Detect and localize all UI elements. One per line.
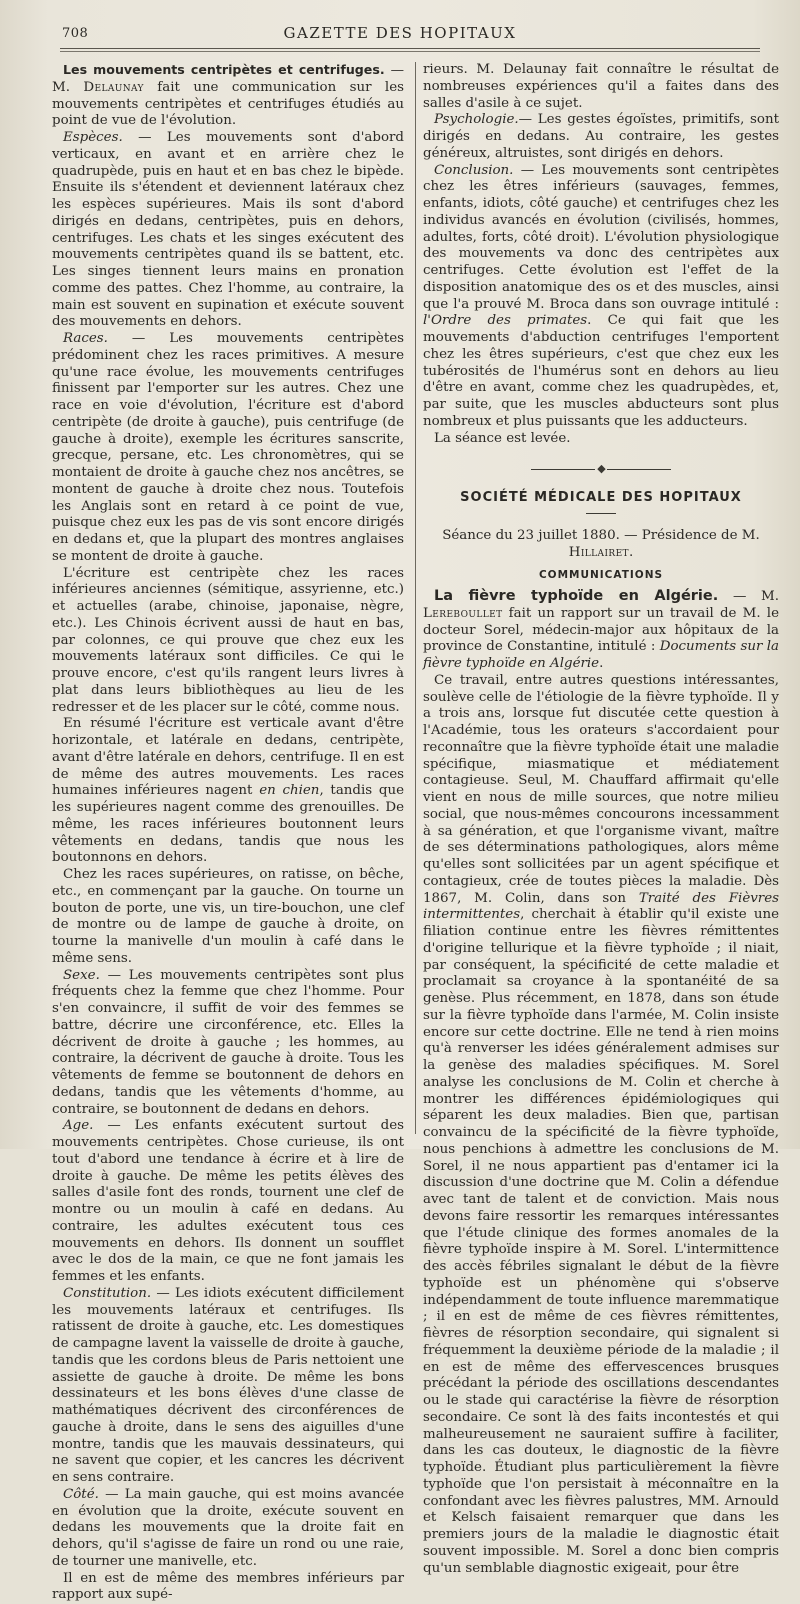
paragraph-continuation: rieurs. M. Delaunay fait connaître le résultat de nombreuses expériences qu'il a faites dans des salles d'asile à ce sujet. (423, 62, 779, 112)
paragraph-sexe: Sexe. — Les mouvements centripètes sont plus fréquents chez la femme que chez l'homme. Pour s'en convaincre, il suffit de voir des femmes se battre, décrire une circonférence, etc. Elles la décrivent de droite à gauche ; les hommes, au contraire, la décrivent de gauche à droite. Tous les vêtements de femme se boutonnent de dehors en dedans, tandis que les vêtements d'homme, au contraire, se boutonnent de dedans en dehors. (52, 968, 404, 1119)
section-rule (586, 513, 616, 514)
column-divider (415, 62, 416, 1134)
page-number: 708 (62, 26, 88, 41)
right-column (423, 62, 779, 1577)
paragraph-constitution: Constitution. — Les idiots exécutent difficilement les mouvements latéraux et centrifuges. Ils ratissent de droite à gauche, etc. Les domestiques de campagne lavent la vaisselle de droite à gauche, tandis que les cordons bleus de Paris nettoient une assiette de gauche à droite. De même les bons dessinateurs et les bons élèves d'une classe de mathématiques décrivent des circonférences de gauche à droite, dans le sens des aiguilles d'une montre, tandis que les mauvais dessinateurs, qui ne savent que copier, et les cancres les décrivent en sens contraire. (52, 1286, 404, 1487)
keyword-especes: Espèces. (63, 130, 123, 145)
author-name: Delaunay (83, 80, 144, 95)
section-heading: SOCIÉTÉ MÉDICALE DES HOPITAUX (423, 490, 779, 507)
keyword-conclusion: Conclusion. (434, 163, 513, 178)
paragraph-psychologie: Psychologie.— Les gestes égoïstes, primitifs, sont dirigés en dedans. Au contraire, les gestes généreux, altruistes, sont dirigés en dehors. (423, 112, 779, 162)
header-rule (60, 48, 760, 49)
keyword-sexe: Sexe. (63, 968, 100, 983)
paragraph-membres: Il en est de même des membres inférieurs par rapport aux supé- (52, 1571, 404, 1604)
page-header (0, 20, 800, 50)
paragraph-cote: Côté. — La main gauche, qui est moins avancée en évolution que la droite, exécute souvent en dedans les mouvements que la droite fait en dehors, qu'il s'agisse de faire un rond ou une raie, de tourner une manivelle, etc. (52, 1487, 404, 1571)
keyword-age: Age. (63, 1118, 93, 1133)
rapporteur-name: Lereboullet (423, 606, 502, 621)
section-ornament: ◆ (423, 461, 779, 478)
paragraph-fievre-typhoide-intro: La fièvre typhoïde en Algérie. — M. Lereboullet fait un rapport sur un travail de M. le docteur Sorel, médecin-major aux hôpitaux de la province de Constantine, intitulé : Documents sur la fièvre typhoïde en Algérie. (423, 588, 779, 673)
president-name: Hillairet (569, 545, 629, 560)
left-column (52, 62, 404, 1604)
paragraph-especes: Espèces. — Les mouvements sont d'abord verticaux, en avant et en arrière chez le quadrupède, puis en haut et en bas chez le bipède. Ensuite ils s'étendent et deviennent latéraux chez les espèces supérieures. Mais ils sont d'abord dirigés en dedans, centripètes, puis en dehors, centrifuges. Les chats et les singes exécutent des mouvements centripètes quand ils se battent, etc. Les singes tiennent leurs mains en pronation comme des pattes. Chez l'homme, au contraire, la main est souvent en supination et exécute souvent des mouvements en dehors. (52, 130, 404, 331)
communications-heading: COMMUNICATIONS (423, 567, 779, 584)
paragraph-races-superieures: Chez les races supérieures, on ratisse, on bêche, etc., en commençant par la gauche. On tourne un bouton de porte, une vis, un tire-bouchon, une clef de montre ou de lampe de gauche à droite, on tourne la manivelle d'un moulin à café dans le même sens. (52, 867, 404, 968)
keyword-cote: Côté. (63, 1487, 99, 1502)
paragraph-conclusion: Conclusion. — Les mouvements sont centripètes chez les êtres inférieurs (sauvages, femmes, enfants, idiots, côté gauche) et centrifuges chez les individus avancés en évolution (civilisés, hommes, adultes, forts, côté droit). L'évolution physiologique des mouvements va donc des centripètes aux centrifuges. Cette évolution est l'effet de la disposition anatomique des os et des muscles, ainsi que l'a prouvé M. Broca dans son ouvrage intitulé : l'Ordre des primates. Ce qui fait que les mouvements d'abduction centrifuges l'emportent chez les êtres supérieurs, c'est que chez eux les tubérosités de l'humérus sont en dehors au lieu d'être en avant, comme chez les quadrupèdes, et, par suite, que les muscles abducteurs sont plus nombreux et plus puissants que les adducteurs. (423, 163, 779, 431)
paragraph-ecriture: L'écriture est centripète chez les races inférieures anciennes (sémitique, assyrienne, etc.) et actuelles (arabe, chinoise, japonaise, nègre, etc.). Les Chinois écrivent aussi de haut en bas, par colonnes, ce qui prouve que chez eux les mouvements latéraux sont difficiles. Ce qui le prouve encore, c'est qu'ils rangent leurs livres à plat dans leurs bibliothèques au lieu de les redresser et de les placer sur le côté, comme nous. (52, 566, 404, 717)
paragraph-races: Races. — Les mouvements centripètes prédominent chez les races primitives. A mesure qu'une race évolue, les mouvements centrifuges finissent par l'emporter sur les autres. Chez une race en voie d'évolution, l'écriture est d'abord centripète (de droite à gauche), puis centrifuge (de gauche à droite), exemple les écritures sanscrite, grecque, persane, etc. Les chronomètres, qui se montaient de droite à gauche chez nos ancêtres, se montent de gauche à droite chez nous. Toutefois les Anglais sont en retard à ce point de vue, puisque chez eux les pas de vis sont encore dirigés en dedans et, que la plupart des montres anglaises se montent de droite à gauche. (52, 331, 404, 566)
paragraph-age: Age. — Les enfants exécutent surtout des mouvements centripètes. Chose curieuse, ils ont tout d'abord une tendance à écrire et à lire de droite à gauche. De même les petits élèves des salles d'asile font des ronds, tournent une clef de montre ou un moulin à café en dedans. Au contraire, les adultes exécutent tous ces mouvements en dehors. Ils donnent un soufflet avec le dos de la main, ce que ne font jamais les femmes et les enfants. (52, 1118, 404, 1286)
paragraph-seance-levee: La séance est levée. (423, 431, 779, 448)
paragraph-resume: En résumé l'écriture est verticale avant d'être horizontale, et latérale en dedans, centripète, avant d'être latérale en dehors, centrifuge. Il en est de même des autres mouvements. Les races humaines inférieures nagent en chien, tandis que les supérieures nagent comme des grenouilles. De même, les races inférieures boutonnent leurs vêtements en dedans, tandis que nous les boutonnons en dehors. (52, 716, 404, 867)
subarticle-title: La fièvre typhoïde en Algérie. (434, 588, 718, 604)
seance-line: Séance du 23 juillet 1880. — Présidence de M. Hillairet. (423, 528, 779, 562)
keyword-races: Races. (63, 331, 108, 346)
running-head-title: GAZETTE DES HOPITAUX (0, 24, 800, 42)
article-title: Les mouvements centripètes et centrifuges. (63, 62, 385, 77)
paragraph-etiologie: Ce travail, entre autres questions intéressantes, soulève celle de l'étiologie de la fièvre typhoïde. Il y a trois ans, lorsque fut discutée cette question à l'Académie, tous les orateurs s'accordaient pour reconnaître que la fièvre typhoïde était une maladie spécifique, miasmatique et médiatement contagieuse. Seul, M. Chauffard affirmait qu'elle vient en nous de mille sources, que notre milieu social, que nous-mêmes concourons incessamment à sa génération, et que l'organisme vivant, maître de ses déterminations pathologiques, alors même qu'elles sont sollicitées par un agent spécifique et contagieux, crée de toutes pièces la maladie. Dès 1867, M. Colin, dans son Traité des Fièvres intermittentes, cherchait à établir qu'il existe une filiation continue entre les fièvres rémittentes d'origine tellurique et la fièvre typhoïde ; il niait, par conséquent, la spécificité de cette maladie et proclamait sa croyance à la spontanéité de sa genèse. Plus récemment, en 1878, dans son étude sur la fièvre typhoïde dans l'armée, M. Colin insiste encore sur cette doctrine. Elle ne tend à rien moins qu'à renverser les idées généralement admises sur la genèse des maladies spécifiques. M. Sorel analyse les conclusions de M. Colin et cherche à montrer les différences épidémiologiques qui séparent les deux maladies. Bien que, partisan convaincu de la spécificité de la fièvre typhoïde, nous penchions à admettre les conclusions de M. Sorel, il ne nous appartient pas d'entamer ici la discussion d'une doctrine que M. Colin a défendue avec tant de talent et de conviction. Mais nous devons faire ressortir les remarques intéressantes que l'étude clinique des formes anomales de la fièvre typhoïde inspire à M. Sorel. L'intermittence des accès fébriles signalant le début de la fièvre typhoïde est un phénomène qui s'observe indépendamment de toute influence maremmatique ; il en est de même de ces fièvres rémittentes, fièvres de résorption secondaire, qui signalent si fréquemment la deuxième période de la maladie ; il en est de même des effervescences brusques précédant la période des oscillations descendantes ou le stade qui caractérise la fièvre de résorption secondaire. Ce sont là des faits incontestés et qui malheureusement ne sauraient suffire à faciliter, dans les cas douteux, le diagnostic de la fièvre typhoïde. Étudiant plus particulièrement la fièvre typhoïde que l'on persistait à méconnaître en la confondant avec les fièvres palustres, MM. Arnould et Kelsch faisaient remarquer que dans les premiers jours de la maladie le diagnostic était souvent impossible. M. Sorel a donc bien compris qu'un semblable diagnostic exigeait, pour être (423, 673, 779, 1578)
keyword-psychologie: Psychologie. (434, 112, 519, 127)
article-intro-paragraph: Les mouvements centripètes et centrifuges. — M. Delaunay fait une communication sur les mouvements centripètes et centrifuges étudiés au point de vue de l'évolution. (52, 62, 404, 130)
header-rule-secondary (60, 51, 760, 52)
keyword-constitution: Constitution. (63, 1286, 151, 1301)
